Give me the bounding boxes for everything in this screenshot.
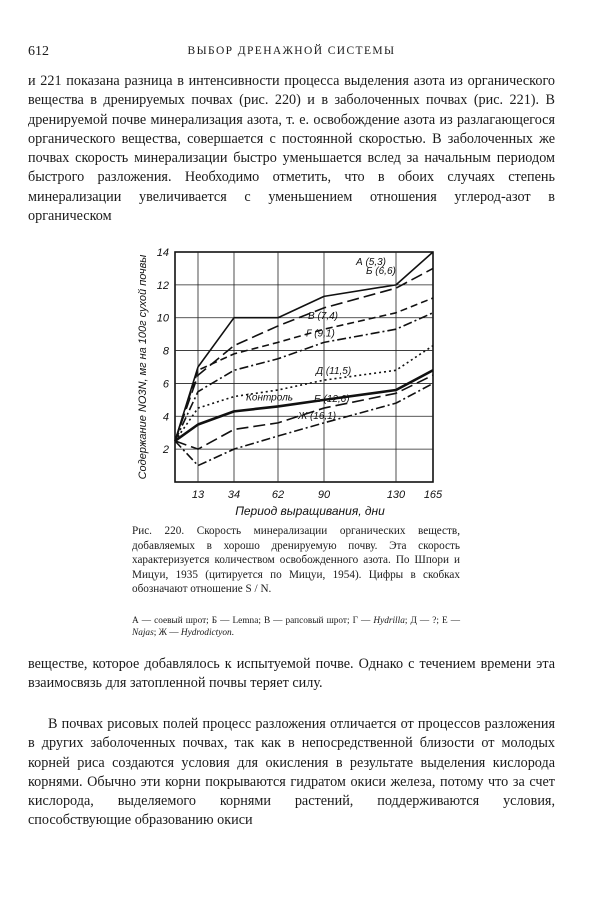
- y-tick-label: 4: [162, 411, 169, 424]
- mineralization-chart: [128, 244, 459, 520]
- series-label: Контроль: [246, 392, 293, 404]
- paragraph-next: В почвах рисовых полей процесс разложения отличается от процессов разложения в других заболоченных почвах, так как в непосредственной близости от молодых корней риса создаются условия для окисления в результате выделения кислорода корнями. Обычно эти корни покрываются гидратом окиси железа, потому что за счет кислорода, выделяемого корнями растений, поддерживаются условия, способствующие образованию окиси: [28, 716, 555, 829]
- series-line: [175, 383, 433, 465]
- series-label: Ж (16,1): [298, 410, 337, 422]
- series-label: Е (12,6): [314, 394, 350, 406]
- series-label: Г (9,1): [306, 328, 335, 340]
- legend-part: Hydrilla: [373, 616, 405, 626]
- x-tick-label: 13: [191, 489, 205, 501]
- running-title: ВЫБОР ДРЕНАЖНОЙ СИСТЕМЫ: [187, 45, 396, 57]
- figure-legend: [132, 615, 460, 639]
- x-axis-label: Период выращивания, дни: [235, 504, 385, 518]
- y-tick-label: 2: [162, 444, 169, 457]
- series-label: Д (11,5): [316, 366, 352, 378]
- series-label: Б (6,6): [366, 266, 396, 278]
- x-tick-label: 130: [386, 489, 406, 501]
- page-header: [28, 44, 555, 62]
- legend-part: ; Ж —: [153, 628, 181, 638]
- x-tick-label: 165: [423, 489, 443, 501]
- series-line: [175, 370, 433, 441]
- plot-frame: [175, 252, 433, 482]
- y-tick-label: 10: [156, 312, 169, 325]
- x-tick-label: 90: [317, 489, 331, 501]
- legend-part: А — соевый шрот; Б — Lemna; В — рапсовый шрот; Г —: [132, 616, 374, 626]
- page-number: 612: [28, 44, 49, 59]
- paragraph-top: и 221 показана разница в интенсивности процесса выделения азота из органического вещества в дренируемых почвах (рис. 220) и в заболоченных почвах (рис. 221). В дренируемой почве минерализация азота, т. е. освобождение азота из разлагающегося органического вещества, совершается с постоянной скоростью. В заболоченных же почвах скорость минерализации быстро уменьшается вслед за начальным периодом быстрого разложения. Необходимо отметить, что в обоих случаях степень минерализации увеличивается с уменьшением отношения углерод-азот в органическом: [28, 73, 555, 225]
- y-tick-label: 8: [162, 345, 169, 358]
- figure-220: [128, 244, 459, 520]
- x-tick-label: 34: [227, 489, 241, 501]
- x-tick-label: 62: [271, 489, 285, 501]
- legend-part: ; Д — ?; Е —: [404, 616, 460, 626]
- legend-part: .: [231, 628, 234, 638]
- series-label: В (7,4): [308, 311, 339, 323]
- legend-part: Najas: [132, 628, 154, 638]
- y-tick-label: 14: [156, 247, 169, 259]
- y-tick-label: 6: [162, 378, 169, 391]
- y-axis-label: Содержание NO3N, мг на 100г сухой почвы: [137, 254, 149, 480]
- paragraph-continuation: веществе, которое добавлялось к испытуемой почве. Однако с течением времени эта взаимосвязь для затопленной почвы теряет силу.: [28, 656, 555, 692]
- legend-part: Hydrodictyon: [180, 628, 232, 638]
- y-tick-label: 12: [156, 279, 169, 292]
- series-label: А (5,3): [356, 256, 387, 268]
- figure-caption: Рис. 220. Скорость минерализации органических веществ, добавляемых в хорошо дренируемую почву. Эта скорость характеризуется количеством освобожденного азота. По Шпори и Мицуи, 1935 (цитируется по Мицуи, 1954). Цифры в скобках обозначают отношение S / N.: [132, 525, 460, 596]
